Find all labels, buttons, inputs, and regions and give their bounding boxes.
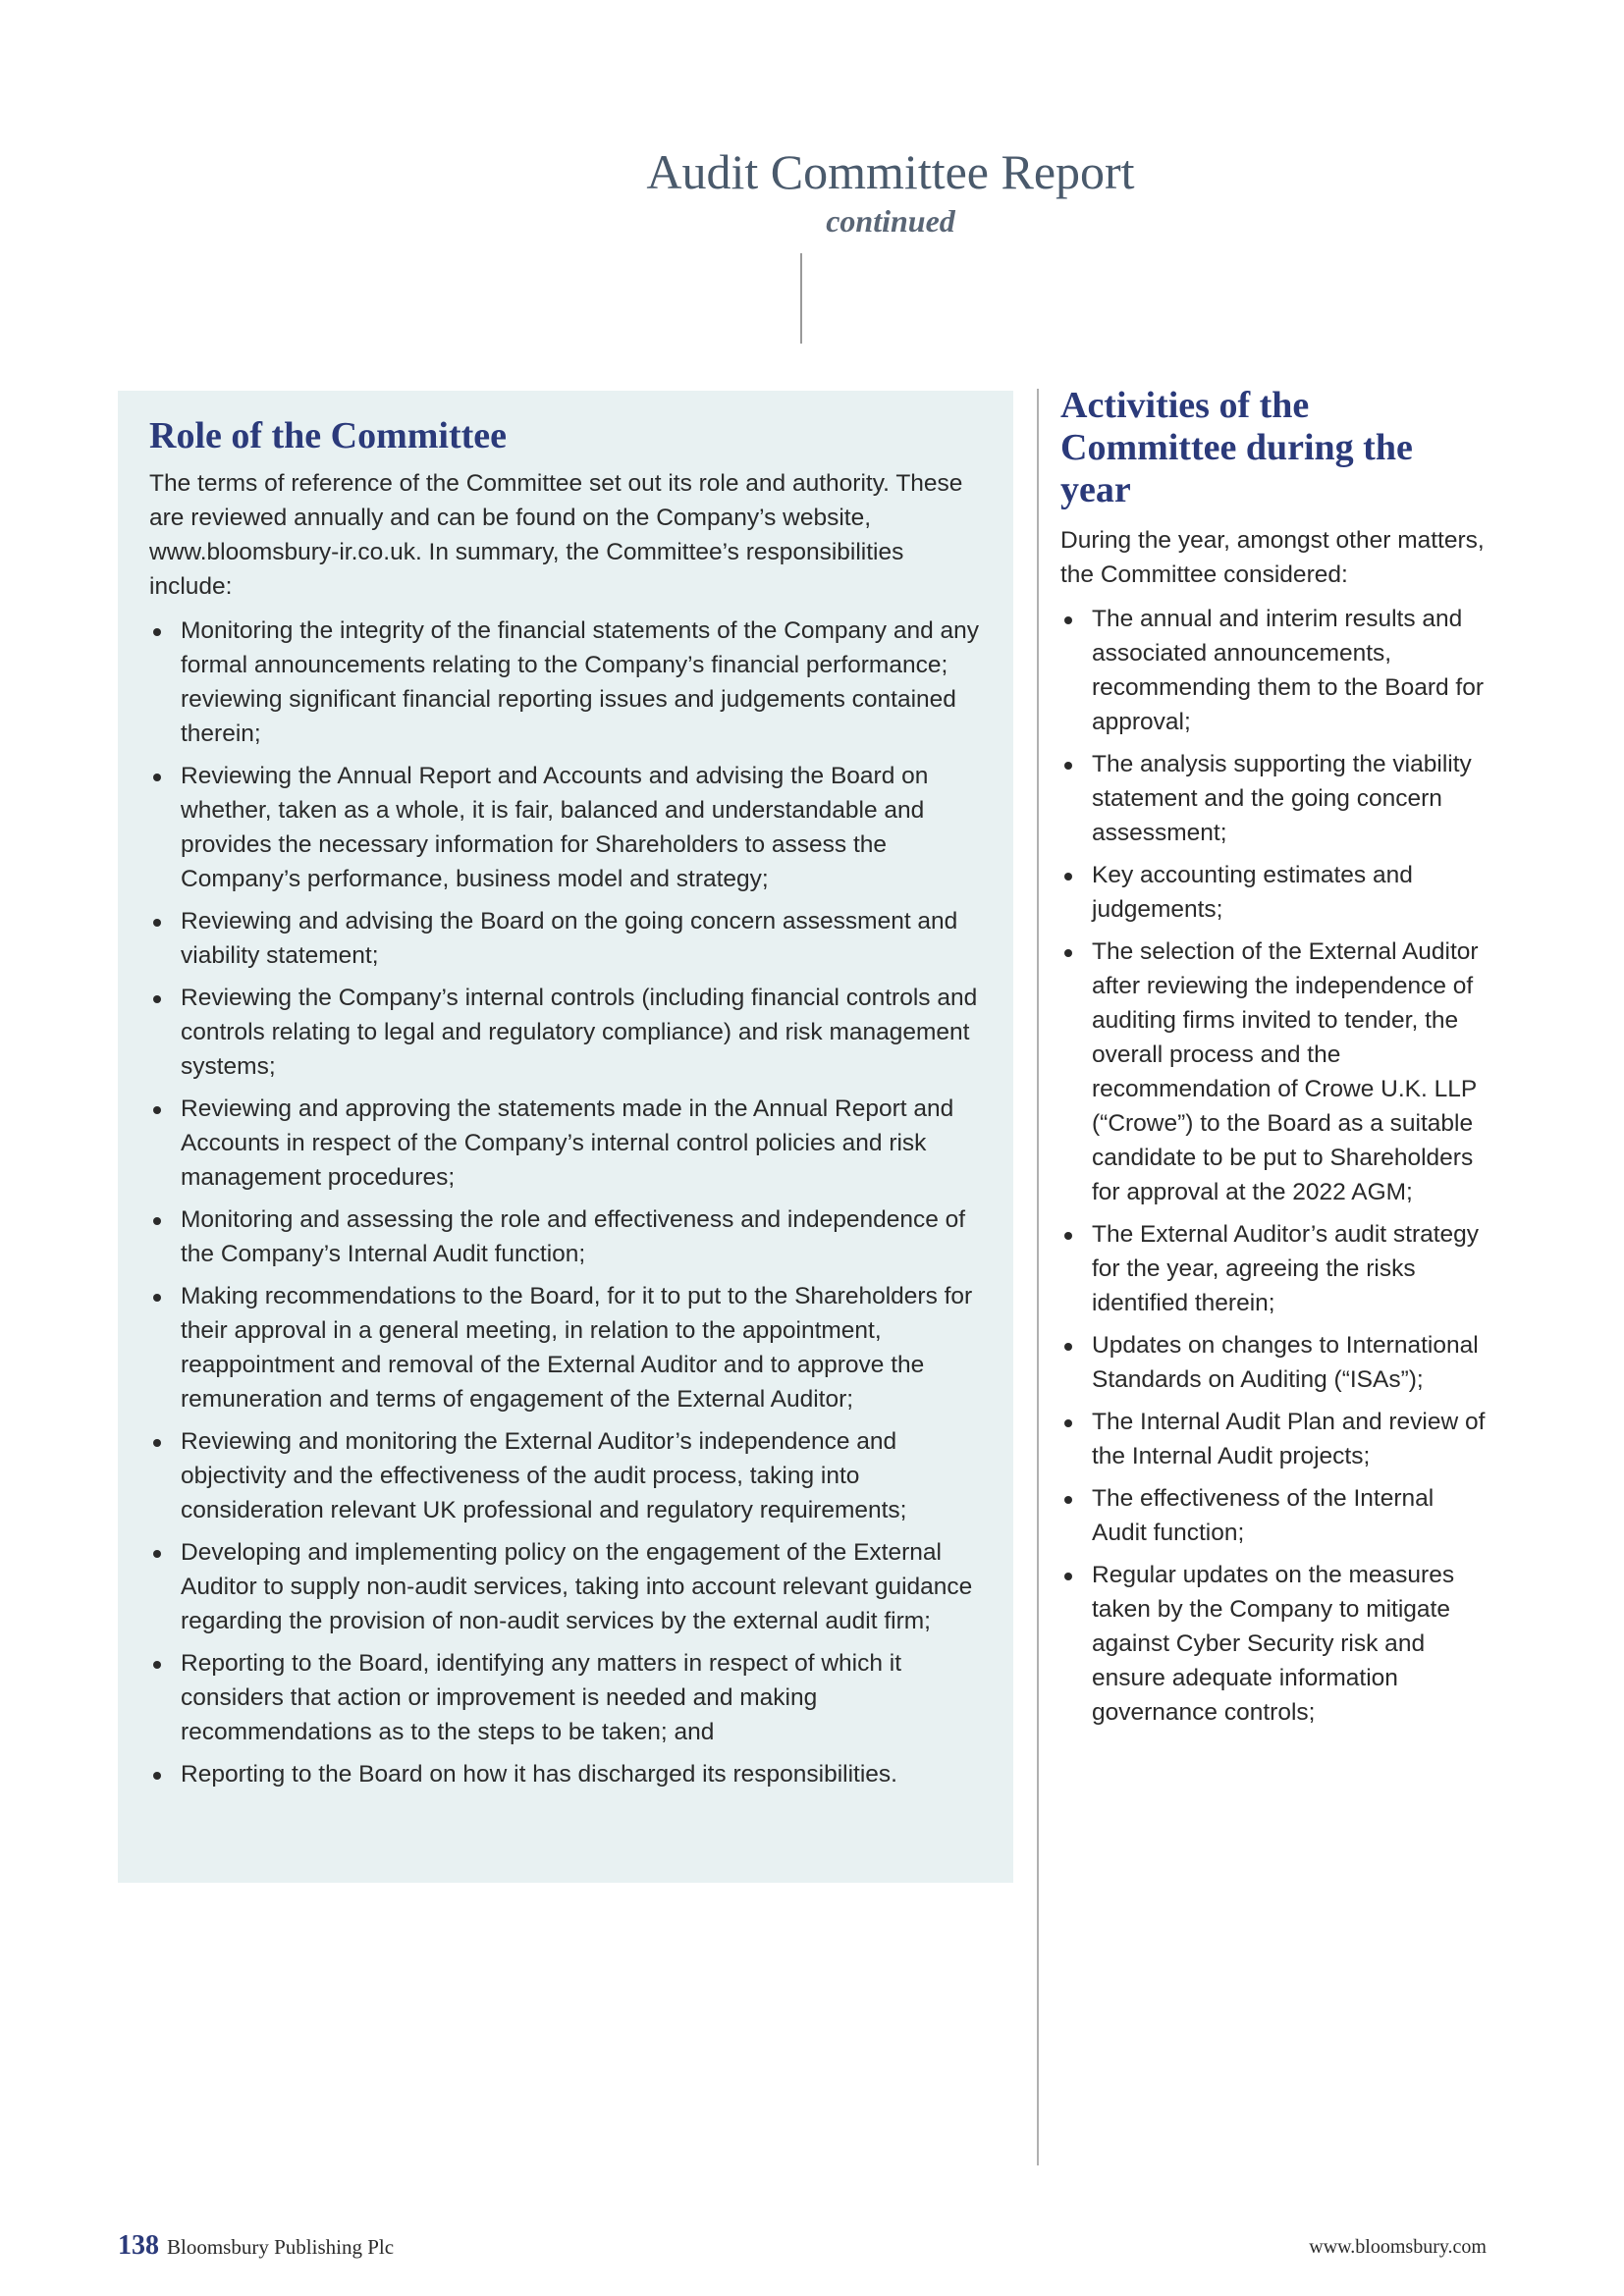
list-item-text: The analysis supporting the viability statement and the going concern assessment; (1092, 751, 1472, 846)
bullet-icon (153, 628, 161, 636)
list-item-text: Updates on changes to International Standards on Auditing (“ISAs”); (1092, 1332, 1479, 1393)
list-item (149, 1202, 982, 1271)
title-divider (800, 253, 802, 344)
page-subtitle: continued (826, 203, 955, 239)
list-item-text: Reviewing the Annual Report and Accounts and advising the Board on whether, taken as a whole, it is fair, balanced and understandable and provides the necessary information for Shareholders to assess the Company’s performance, business model and strategy; (181, 763, 929, 892)
list-item-text: Making recommendations to the Board, for it to put to the Shareholders for their approval in a general meeting, in relation to the appointment, reappointment and removal of the External Auditor and to approve the remuneration and terms of engagement of the External Auditor; (181, 1283, 973, 1413)
list-item (1060, 1328, 1492, 1397)
list-item-text: The selection of the External Auditor after reviewing the independence of auditing firms invited to tender, the overall process and the recommendation of Crowe U.K. LLP (“Crowe”) to the Board as a suitable candidate to be put to Shareholders for approval at the 2022 AGM; (1092, 938, 1479, 1205)
list-item (1060, 858, 1492, 927)
bullet-icon (153, 1217, 161, 1225)
list-item-text: The External Auditor’s audit strategy for the year, agreeing the risks identified therein; (1092, 1221, 1480, 1316)
list-item (1060, 747, 1492, 850)
list-item-text: Reporting to the Board, identifying any matters in respect of which it considers that action or improvement is needed and making recommendations as to the steps to be taken; and (181, 1650, 902, 1745)
page-header (0, 142, 1624, 240)
role-list (149, 614, 982, 1791)
list-item-text: Monitoring and assessing the role and effectiveness and independence of the Company’s Internal Audit function; (181, 1206, 966, 1267)
activities-section (1060, 385, 1492, 1737)
list-item-text: The effectiveness of the Internal Audit function; (1092, 1485, 1435, 1546)
list-item (149, 1424, 982, 1527)
list-item-text: Key accounting estimates and judgements; (1092, 862, 1413, 923)
list-item (149, 759, 982, 896)
bullet-icon (153, 1106, 161, 1114)
bullet-icon (1064, 949, 1072, 957)
publisher-name: Bloomsbury Publishing Plc (167, 2235, 395, 2259)
list-item (149, 1646, 982, 1749)
list-item-text: Reviewing and approving the statements made in the Annual Report and Accounts in respect of the Company’s internal control policies and risk management procedures; (181, 1095, 954, 1191)
bullet-icon (153, 1550, 161, 1558)
bullet-icon (1064, 1232, 1072, 1240)
page-number: 138 (118, 2230, 159, 2261)
footer-website: www.bloomsbury.com (1309, 2236, 1487, 2258)
list-item (149, 1535, 982, 1638)
activities-list (1060, 602, 1492, 1730)
list-item-text: Reviewing and advising the Board on the going concern assessment and viability statement; (181, 908, 958, 969)
bullet-icon (153, 1772, 161, 1780)
list-item (149, 904, 982, 973)
bullet-icon (153, 1661, 161, 1669)
list-item (1060, 1217, 1492, 1320)
activities-heading: Activities of the Committee during the year (1060, 385, 1413, 510)
bullet-icon (1064, 616, 1072, 624)
list-item (1060, 1405, 1492, 1473)
list-item (1060, 934, 1492, 1209)
bullet-icon (1064, 1419, 1072, 1427)
list-item (149, 614, 982, 751)
list-item (149, 1092, 982, 1195)
list-item-text: Developing and implementing policy on the engagement of the External Auditor to supply non-audit services, taking into account relevant guidance regarding the provision of non-audit services by the external audit firm; (181, 1539, 973, 1634)
bullet-icon (153, 1294, 161, 1302)
activities-intro: During the year, amongst other matters, the Committee considered: (1060, 527, 1485, 588)
list-item-text: Reviewing and monitoring the External Auditor’s independence and objectivity and the effectiveness of the audit process, taking into consideration relevant UK professional and regulatory requirements; (181, 1428, 907, 1523)
bullet-icon (1064, 1496, 1072, 1504)
page-title: Audit Committee Report (646, 144, 1135, 199)
role-heading: Role of the Committee (149, 415, 508, 456)
bullet-icon (1064, 873, 1072, 881)
list-item-text: Monitoring the integrity of the financial statements of the Company and any formal announcements relating to the Company’s financial performance; reviewing significant financial reporting issues and judgements contained therein; (181, 617, 980, 747)
list-item-text: Reporting to the Board on how it has discharged its responsibilities. (181, 1761, 897, 1788)
bullet-icon (1064, 1343, 1072, 1351)
column-divider (1037, 389, 1039, 2165)
list-item (1060, 602, 1492, 739)
bullet-icon (153, 774, 161, 781)
list-item-text: The annual and interim results and associated announcements, recommending them to the Board for approval; (1092, 606, 1485, 735)
list-item (149, 1279, 982, 1416)
bullet-icon (153, 1439, 161, 1447)
bullet-icon (153, 995, 161, 1003)
list-item (149, 1757, 982, 1791)
bullet-icon (1064, 1573, 1072, 1580)
list-item-text: Reviewing the Company’s internal controls (including financial controls and controls relating to legal and regulatory compliance) and risk management systems; (181, 985, 978, 1080)
list-item-text: Regular updates on the measures taken by the Company to mitigate against Cyber Security risk and ensure adequate information governance controls; (1092, 1562, 1455, 1726)
list-item (1060, 1481, 1492, 1550)
list-item-text: The Internal Audit Plan and review of the Internal Audit projects; (1092, 1409, 1486, 1469)
bullet-icon (1064, 762, 1072, 770)
footer-left (118, 2230, 394, 2262)
list-item (149, 981, 982, 1084)
role-of-committee-panel (118, 391, 1013, 1883)
bullet-icon (153, 919, 161, 927)
list-item (1060, 1558, 1492, 1730)
role-intro: The terms of reference of the Committee set out its role and authority. These are reviewed annually and can be found on the Company’s website, www.bloomsbury-ir.co.uk. In summary, the Committee’s responsibilities include: (149, 470, 963, 600)
